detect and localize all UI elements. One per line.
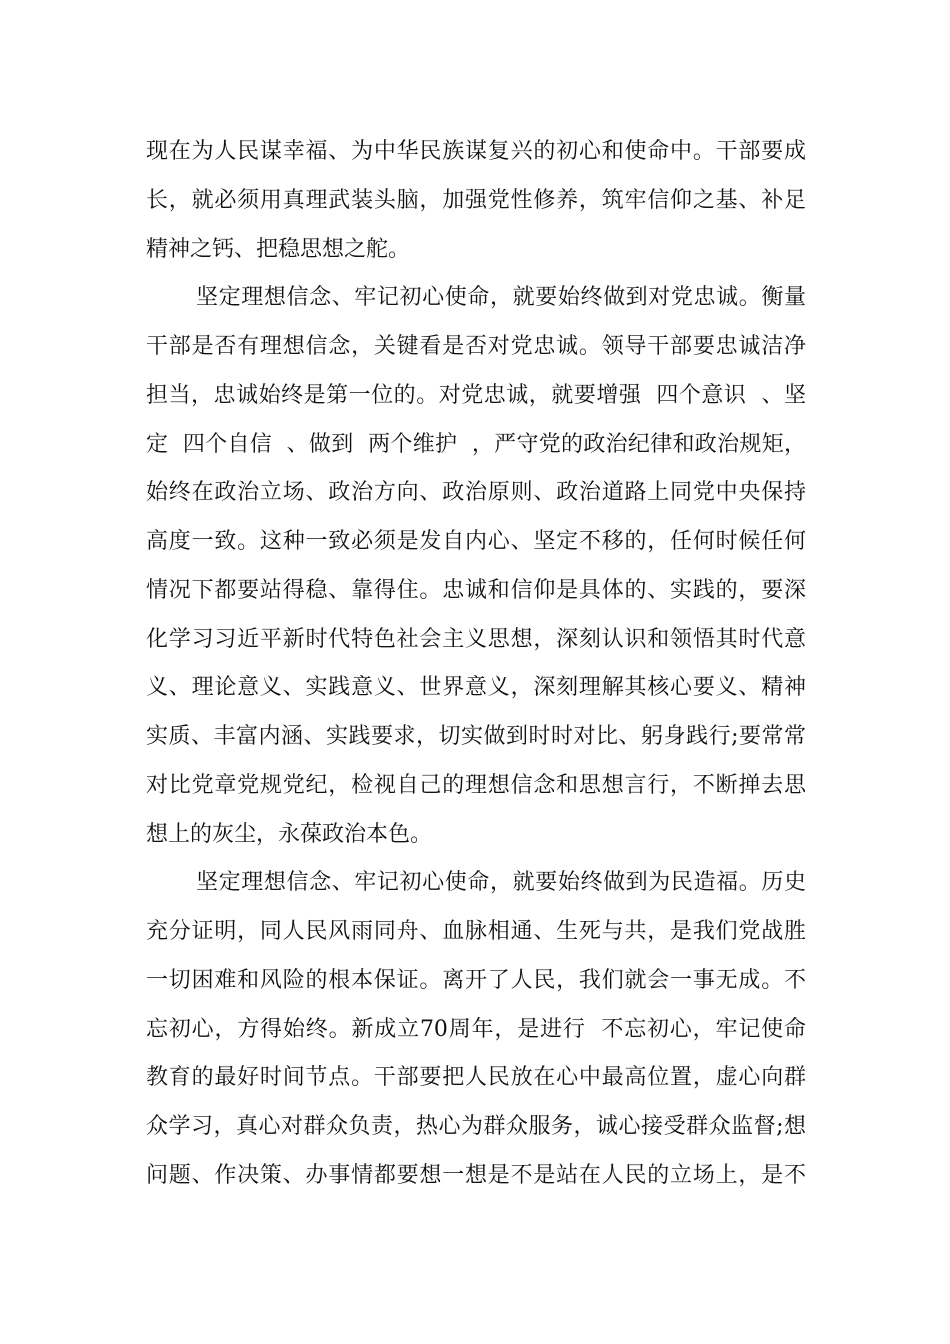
text-line: 问题、作决策、办事情都要想一想是不是站在人民的立场上，是不: [146, 1162, 806, 1188]
text-line: 对比党章党规党纪，检视自己的理想信念和思想言行，不断掸去思: [146, 772, 806, 798]
text-line: 情况下都要站得稳、靠得住。忠诚和信仰是具体的、实践的，要深: [146, 577, 806, 603]
text-line: 长，就必须用真理武装头脑，加强党性修养，筑牢信仰之基、补足: [146, 187, 806, 213]
text-line: 忘初心，方得始终。新成立70周年，是进行 不忘初心，牢记使命: [146, 1016, 806, 1042]
text-line: 实质、丰富内涵、实践要求，切实做到时时对比、躬身践行;要常常: [146, 724, 806, 749]
text-line: 义、理论意义、实践意义、世界意义，深刻理解其核心要义、精神: [146, 675, 806, 701]
text-line: 充分证明，同人民风雨同舟、血脉相通、生死与共，是我们党战胜: [146, 919, 806, 944]
text-line: 干部是否有理想信念，关键看是否对党忠诚。领导干部要忠诚洁净: [146, 334, 806, 359]
text-line: 化学习习近平新时代特色社会主义思想，深刻认识和领悟其时代意: [146, 626, 806, 652]
text-line: 高度一致。这种一致必须是发自内心、坚定不移的，任何时候任何: [146, 529, 806, 554]
text-line: 定 四个自信 、做到 两个维护 ，严守党的政治纪律和政治规矩，: [146, 431, 806, 457]
text-line: 精神之钙、把稳思想之舵。: [146, 236, 411, 262]
text-line: 一切困难和风险的根本保证。离开了人民，我们就会一事无成。不: [146, 967, 806, 993]
text-line: 始终在政治立场、政治方向、政治原则、政治道路上同党中央保持: [146, 480, 806, 506]
paragraph-first-line: 坚定理想信念、牢记初心使命，就要始终做到为民造福。历史: [196, 870, 806, 896]
text-line: 想上的灰尘，永葆政治本色。: [146, 821, 433, 847]
text-line: 教育的最好时间节点。干部要把人民放在心中最高位置，虚心向群: [146, 1065, 806, 1091]
text-line: 担当，忠诚始终是第一位的。对党忠诚，就要增强 四个意识 、坚: [146, 382, 806, 408]
text-line: 现在为人民谋幸福、为中华民族谋复兴的初心和使命中。干部要成: [146, 139, 806, 164]
body-text: [146, 128, 806, 1201]
paragraph-first-line: 坚定理想信念、牢记初心使命，就要始终做到对党忠诚。衡量: [196, 285, 806, 311]
text-line: 众学习，真心对群众负责，热心为群众服务，诚心接受群众监督;想: [146, 1114, 806, 1139]
